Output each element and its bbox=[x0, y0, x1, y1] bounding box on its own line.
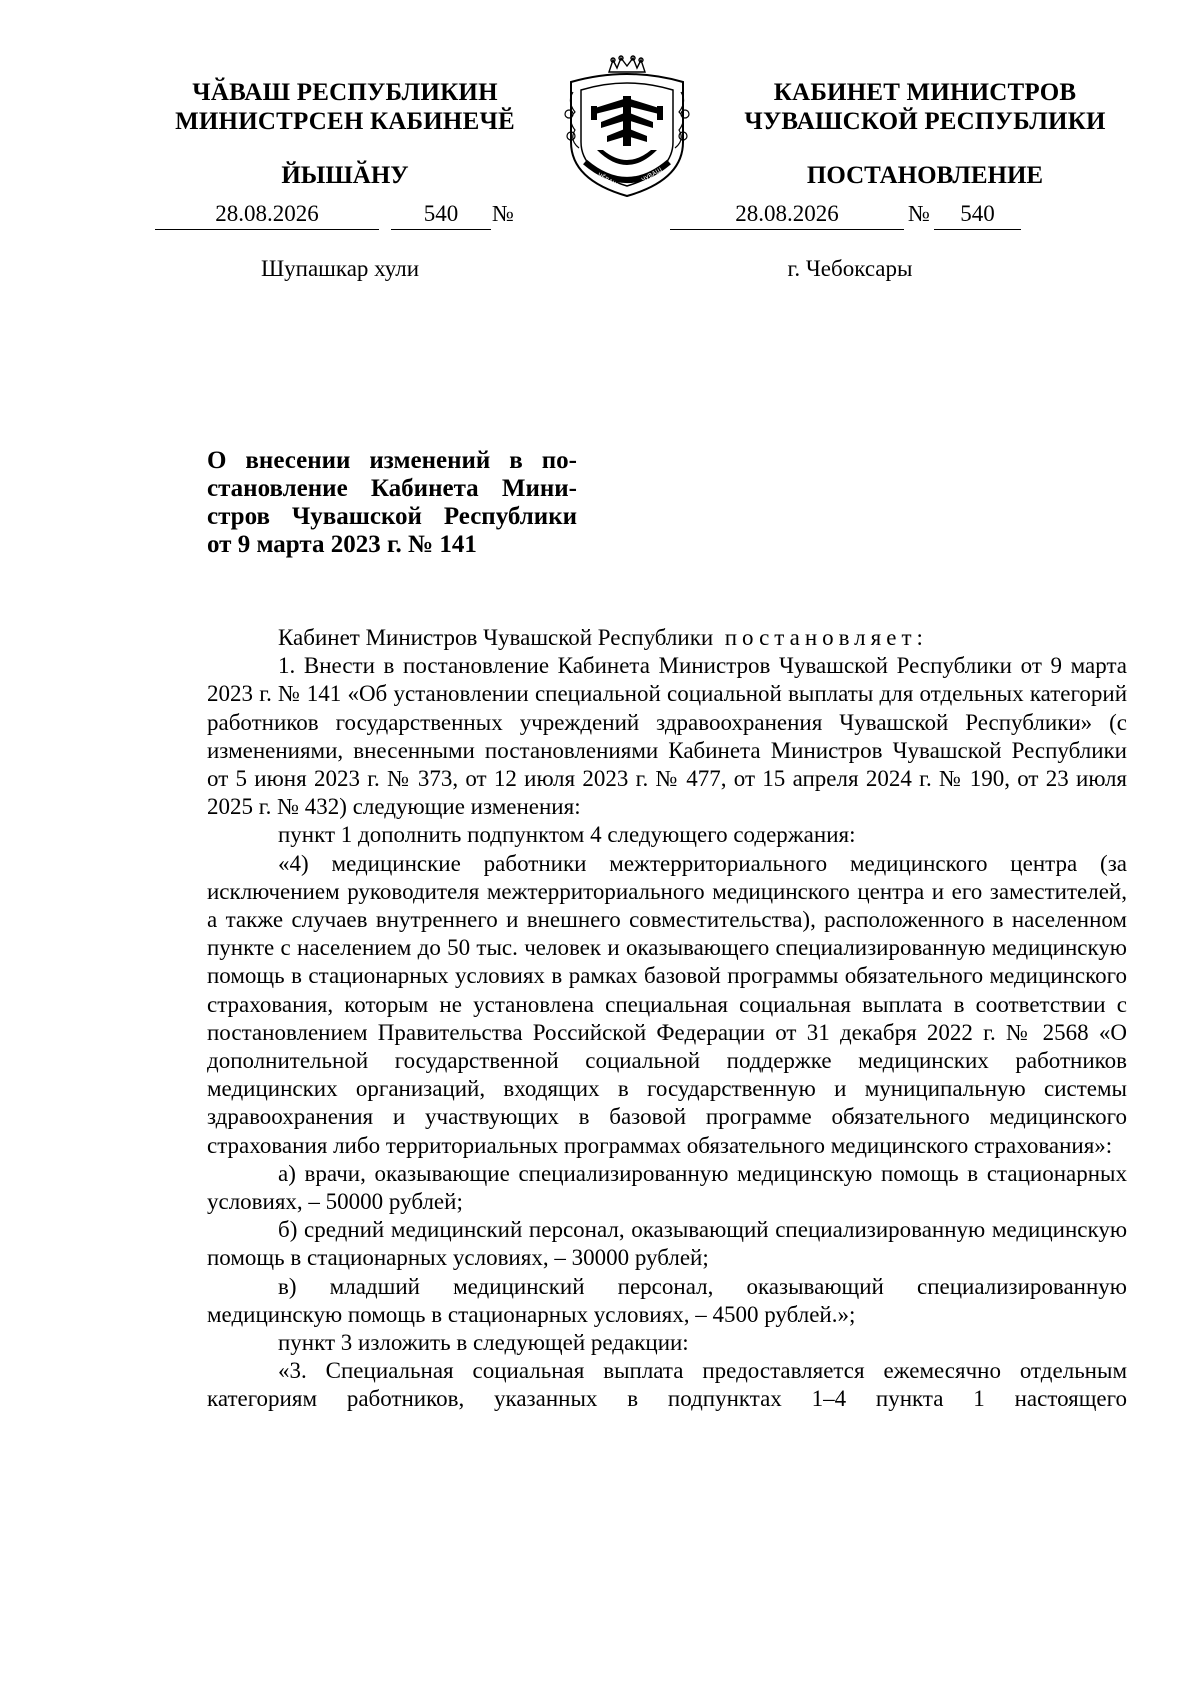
right-org-title-line1: КАБИНЕТ МИНИСТРОВ bbox=[773, 79, 1077, 106]
body-paragraph: «4) медицинские работники межтерриториального медицинского центра (за исключением руководителя межтерриториального медицинского центра и его заместителей, а также случаев внутреннего и внешнего совместительства), расположенного в населенном пункте с населением до 50 тыс. человек и оказывающего специализированную медицинскую помощь в стационарных условиях в рамках базовой программы обязательного медицинского страхования, которым не установлена специальная социальная выплата в соответствии с постановлением Правительства Российской Федерации от 31 декабря 2022 г. № 2568 «О дополнительной государственной социальной поддержке медицинских работников медицинских организаций, входящих в государственную и муниципальную системы здравоохранения и участвующих в базовой программе обязательного медицинского страхования либо территориальных программах обязательного медицинского страхования»: bbox=[207, 850, 1127, 1158]
left-city: Шупашкар хули bbox=[260, 256, 420, 281]
right-number-underline bbox=[934, 229, 1021, 230]
body-paragraph: 1. Внести в постановление Кабинета Министров Чувашской Республики от 9 марта 2023 г. № 141 «Об установлении специальной социальной выплаты для отдельных категорий работников государственных учреждений здравоохранения Чувашской Республики» (с изменениями, внесенными постановлениями Кабинета Министров Чувашской Республики от 5 июня 2023 г. № 373, от 12 июля 2023 г. № 477, от 15 апреля 2024 г. № 190, от 23 июля 2025 г. № 432) следующие изменения: bbox=[207, 653, 1127, 820]
subject-line: О внесении изменений в по- bbox=[207, 447, 577, 474]
left-number-sign: № bbox=[492, 201, 514, 226]
document-body bbox=[207, 624, 1127, 1414]
body-paragraph: «3. Специальная социальная выплата предоставляется ежемесячно отдельным категориям работников, указанных в подпунктах 1–4 пункта 1 настоящего bbox=[207, 1358, 1127, 1412]
intro-paragraph bbox=[207, 624, 1127, 652]
right-city: г. Чебоксары bbox=[787, 256, 913, 281]
right-org-title-line2: ЧУВАШСКОЙ РЕСПУБЛИКИ bbox=[744, 108, 1106, 135]
svg-text:ЧУВАШ: ЧУВАШ bbox=[640, 166, 664, 184]
right-number: 540 bbox=[960, 201, 995, 226]
body-paragraph: пункт 3 изложить в следующей редакции: bbox=[278, 1330, 689, 1356]
left-number: 540 bbox=[423, 201, 459, 226]
left-number-underline bbox=[391, 229, 491, 230]
right-date: 28.08.2026 bbox=[735, 201, 839, 226]
left-org-title-line2: МИНИСТРСЕН КАБИНЕЧӖ bbox=[175, 108, 515, 135]
subject-line: становление Кабинета Мини- bbox=[207, 475, 577, 502]
intro-verb: постановляет: bbox=[724, 625, 928, 650]
left-date-underline bbox=[155, 229, 379, 230]
left-org-title bbox=[170, 78, 520, 136]
left-org-title-line1: ЧӐВАШ РЕСПУБЛИКИН bbox=[192, 79, 498, 106]
body-paragraph: пункт 1 дополнить подпунктом 4 следующего содержания: bbox=[278, 822, 856, 848]
right-doc-type: ПОСТАНОВЛЕНИЕ bbox=[806, 162, 1044, 189]
body-paragraph: в) младший медицинский персонал, оказывающий специализированную медицинскую помощь в стационарных условиях, – 4500 рублей.»; bbox=[207, 1273, 1127, 1327]
right-date-underline bbox=[670, 229, 904, 230]
left-date: 28.08.2026 bbox=[215, 201, 319, 226]
body-paragraph: а) врачи, оказывающие специализированную медицинскую помощь в стационарных условиях, – 50000 рублей; bbox=[207, 1160, 1127, 1215]
left-doc-type: ЙЫШӐНУ bbox=[281, 162, 409, 189]
subject-line: от 9 марта 2023 г. № 141 bbox=[207, 531, 477, 558]
subject-line: стров Чувашской Республики bbox=[207, 503, 577, 530]
chuvash-republic-emblem-icon bbox=[551, 52, 703, 202]
right-number-sign: № bbox=[908, 201, 930, 226]
svg-text:ЧЁВАШ: ЧЁВАШ bbox=[596, 171, 620, 190]
intro-lead: Кабинет Министров Чувашской Республики bbox=[278, 625, 714, 650]
document-subject bbox=[207, 447, 577, 559]
right-org-title bbox=[725, 78, 1125, 136]
body-paragraph: б) средний медицинский персонал, оказывающий специализированную медицинскую помощь в стационарных условиях, – 30000 рублей; bbox=[207, 1217, 1127, 1271]
